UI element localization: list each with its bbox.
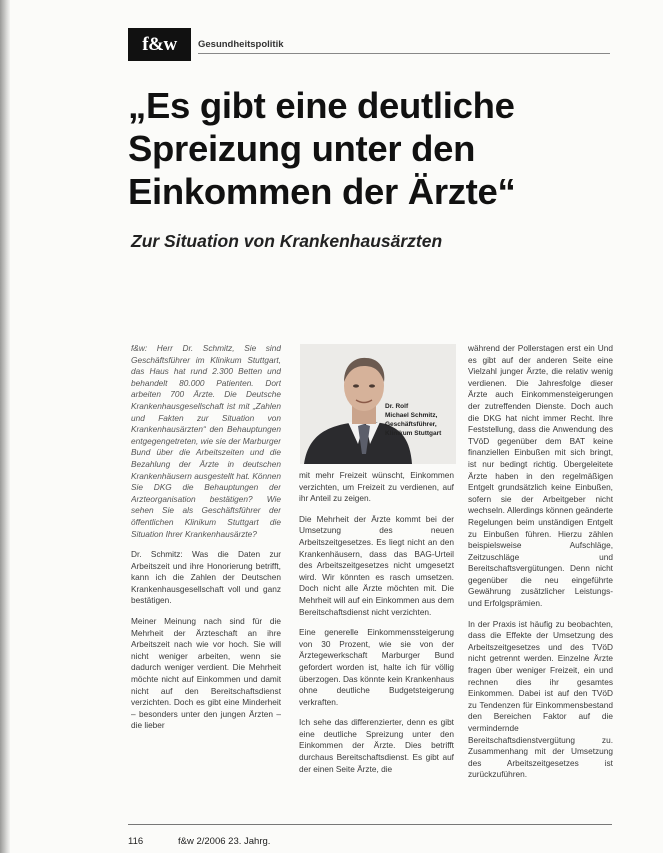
- caption-line: Dr. Rolf: [385, 403, 409, 410]
- paragraph: Dr. Schmitz: Was die Daten zur Arbeitszeit und ihre Honorierung betrifft, kann ich die Zahlen der Deutschen Krankenhausgesellschaft voll und ganz bestätigen.: [131, 549, 281, 606]
- paragraph: In der Praxis ist häufig zu beobachten, dass die Effekte der Umsetzung des Arbeitszeitgesetzes und des TVöD nicht getrennt werden. Einzelne Ärzte fragen über weniger Freizeit, ein und rechnen dies ihr gesamtes Einkommen. Dabei ist auf den TVöD zu Tendenzen für Einkommensbestand den Bereichen Faktor auf die vermindernde Bereitschaftsdienstvergütung zu. Zusammenhang mit der Umsetzung des Arbeitszeitgesetzes ist zurückzuführen.: [468, 618, 613, 780]
- interview-question: f&w: Herr Dr. Schmitz, Sie sind Geschäftsführer im Klinikum Stuttgart, das Haus hat rund 2.300 Betten und behandelt 80.000 Patienten. Dort arbeiten 700 Ärzte. Die Deutsche Krankenhausgesellschaft ist mit „Zahlen und Fakten zur Situation von Krankenhausärzten“ den Behauptungen entgegengetreten, wie sie der Marburger Bund über die Arbeitszeiten und die Bezahlung der Ärzte in deutschen Krankenhäusern ausgestellt hat. Können Sie DKG die Behauptungen der Arzteorganisation bestätigen? Wie sehen Sie als Geschäftsführer der öffentlichen Klinikum Stuttgart die Situation Ihrer Krankenhausärzte?: [131, 343, 281, 539]
- footer-rule: [128, 824, 612, 825]
- paragraph: Ich sehe das differenzierter, denn es gibt eine deutliche Spreizung unter den Einkommen der Ärzte. Dies betrifft durchaus Bereitschaftsdienst. Es gibt auf der einen Seite Ärzte, die: [299, 717, 454, 774]
- page-number: 116: [128, 836, 144, 847]
- paragraph: während der Pollerstagen erst ein Und es gibt auf der anderen Seite eine Vielzahl junger Ärzte, die relativ wenig verdienen. Die Jahresfolge dieser Ärzte auch Einkommensteigerungen der zutreffenden Dienste. Doch auch die DKG hat nicht immer Recht. Ihre Feststellung, dass die Anwendung des TVöD gegenüber dem BAT keine finanziellen Einbußen mit sich bringt, ist nur bedingt richtig. Übergeleitete Ärzte haben in den regelmäßigen Entgelt grundsätzlich keine Einbußen, sofern sie der Arbeitgeber nicht wechseln. Allerdings können geänderte Regelungen beim unständigen Entgelt zu Einbußen führen. Hierzu zählen beispielsweise Aufschläge, Zeitzuschläge und Bereitschaftsvergütungen. Denn nicht gegenüber die neu eingeführte Gewährung zusätzlicher Leistungs- und Erfolgsprämien.: [468, 343, 613, 609]
- magazine-logo: f&w: [128, 28, 191, 61]
- text-column-1: [131, 343, 281, 813]
- caption-line: Klinikum Stuttgart: [385, 430, 442, 437]
- caption-line: Michael Schmitz,: [385, 412, 438, 419]
- photo-caption: [385, 402, 455, 438]
- issue-info: f&w 2/2006 23. Jahrg.: [178, 836, 271, 847]
- paragraph: mit mehr Freizeit wünscht, Einkommen verzichten, um Freizeit zu verdienen, auf ihr Anteil zu zeigen.: [299, 470, 454, 504]
- article-headline: [128, 84, 608, 213]
- page-gutter-shadow: [0, 0, 10, 853]
- headline-line-1: „Es gibt eine deutliche: [128, 85, 515, 126]
- paragraph: Meiner Meinung nach sind für die Mehrheit der Ärzteschaft an ihre Arbeitszeit nach wie vor hoch. Sie will nicht weniger arbeiten, wenn sie dadurch weniger verdient. Die Mehrheit möchte nicht auf Einkommen und damit nicht auf den Bereitschaftsdienst verzichten. Doch es gibt eine Minderheit – besonders unter den jungen Ärzten – die lieber: [131, 616, 281, 731]
- text-column-2: [299, 470, 454, 813]
- headline-line-3: Einkommen der Ärzte“: [128, 171, 516, 212]
- text-column-3: [468, 343, 613, 813]
- article-subtitle: Zur Situation von Krankenhausärzten: [131, 231, 443, 251]
- headline-line-2: Spreizung unter den: [128, 128, 476, 169]
- paragraph: Die Mehrheit der Ärzte kommt bei der Umsetzung des neuen Arbeitszeitgesetzes. Es liegt nicht an den Krankenhäusern, dass das BAG-Urteil des Arbeitszeitgesetzes nicht umgesetzt wird. Wir könnten es rasch umsetzen. Doch nicht alle Ärzte möchten mit. Die Mehrheit will auf ein Einkommen aus dem Bereitschaftsdienst nicht verzichten.: [299, 513, 454, 617]
- caption-line: Geschäftsführer,: [385, 421, 437, 428]
- header-rule: [198, 53, 610, 54]
- section-label: Gesundheitspolitik: [198, 39, 284, 50]
- paragraph: Eine generelle Einkommenssteigerung von 30 Prozent, wie sie von der Ärztegewerkschaft Marburger Bund gefordert worden ist, halte ich für völlig überzogen. Das könnte kein Krankenhaus ohne deutliche Budgetsteigerung verkraften.: [299, 627, 454, 707]
